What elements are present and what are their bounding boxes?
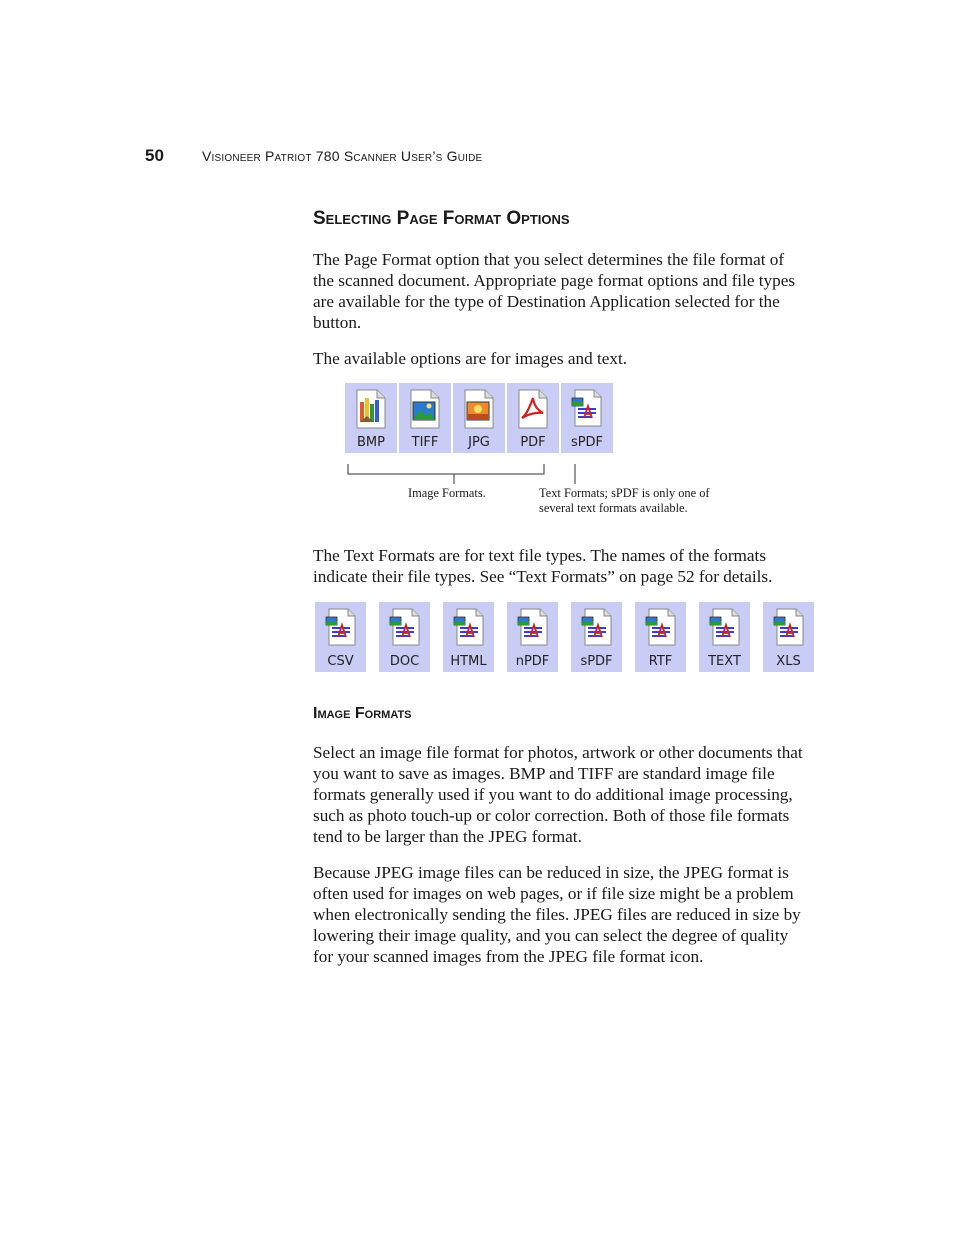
text-formats-paragraph: The Text Formats are for text file types. The names of the formats indicate their file types. See “Text Formats” on page 52 for details. <box>313 546 773 586</box>
image-formats-title: Image Formats <box>313 705 412 722</box>
format-tile-csv[interactable] <box>315 602 366 672</box>
format-label: sPDF <box>580 654 613 669</box>
pdf-icon <box>513 388 553 430</box>
format-label: RTF <box>648 654 673 669</box>
format-tile-pdf[interactable] <box>507 383 559 453</box>
format-label: nPDF <box>515 654 550 669</box>
format-label: DOC <box>389 654 420 669</box>
format-label: TIFF <box>411 435 439 450</box>
tiff-icon <box>405 388 445 430</box>
format-tile-npdf[interactable] <box>507 602 558 672</box>
page-number: 50 <box>145 146 164 165</box>
guide-title: Visioneer Patriot 780 Scanner User’s Guide <box>202 148 483 164</box>
format-tile-spdf[interactable] <box>571 602 622 672</box>
text-format-icon <box>513 607 553 649</box>
running-header <box>145 146 482 170</box>
text-format-icon <box>385 607 425 649</box>
format-tile-rtf[interactable] <box>635 602 686 672</box>
format-group-bracket <box>340 462 590 488</box>
format-tile-text[interactable] <box>699 602 750 672</box>
format-tile-bmp[interactable] <box>345 383 397 453</box>
text-format-icon <box>705 607 745 649</box>
format-label: PDF <box>520 435 546 450</box>
format-label: BMP <box>357 435 385 450</box>
format-tile-tiff[interactable] <box>399 383 451 453</box>
text-format-icon <box>321 607 361 649</box>
text-format-icon <box>641 607 681 649</box>
format-tile-xls[interactable] <box>763 602 814 672</box>
text-format-icon <box>769 607 809 649</box>
text-format-icon <box>449 607 489 649</box>
format-tile-spdf[interactable] <box>561 383 613 453</box>
section-title: Selecting Page Format Options <box>313 208 570 229</box>
format-tile-html[interactable] <box>443 602 494 672</box>
format-label: XLS <box>776 654 801 669</box>
intro-paragraph: The Page Format option that you select determines the file format of the scanned document. Appropriate page format options and file types are available for the type of Destination Application selected for the button. <box>313 250 796 332</box>
text-format-icon <box>577 607 617 649</box>
image-formats-caption: Image Formats. <box>408 486 486 500</box>
jpg-icon <box>459 388 499 430</box>
format-label: CSV <box>327 654 354 669</box>
format-tile-jpg[interactable] <box>453 383 505 453</box>
page-format-icons <box>345 383 613 453</box>
format-label: JPG <box>468 435 490 450</box>
text-format-icon <box>567 388 607 430</box>
format-label: HTML <box>450 654 487 669</box>
format-label: TEXT <box>708 654 741 669</box>
bmp-icon <box>351 388 391 430</box>
image-formats-paragraph-1: Select an image file format for photos, artwork or other documents that you want to save as images. BMP and TIFF are standard image file formats generally used if you want to do additional image processing, such as photo touch-up or color correction. Both of those file formats tend to be larger than the JPEG format. <box>313 743 803 846</box>
options-paragraph: The available options are for images and text. <box>313 349 628 368</box>
image-formats-paragraph-2: Because JPEG image files can be reduced in size, the JPEG format is often used for images on web pages, or if file size might be a problem when electronically sending the files. JPEG files are reduced in size by lowering their image quality, and you can select the degree of quality for your scanned images from the JPEG file format icon. <box>313 863 801 966</box>
text-format-icons <box>315 602 814 672</box>
text-formats-caption: Text Formats; sPDF is only one of several text formats available. <box>539 486 710 515</box>
format-tile-doc[interactable] <box>379 602 430 672</box>
format-label: sPDF <box>570 435 604 450</box>
